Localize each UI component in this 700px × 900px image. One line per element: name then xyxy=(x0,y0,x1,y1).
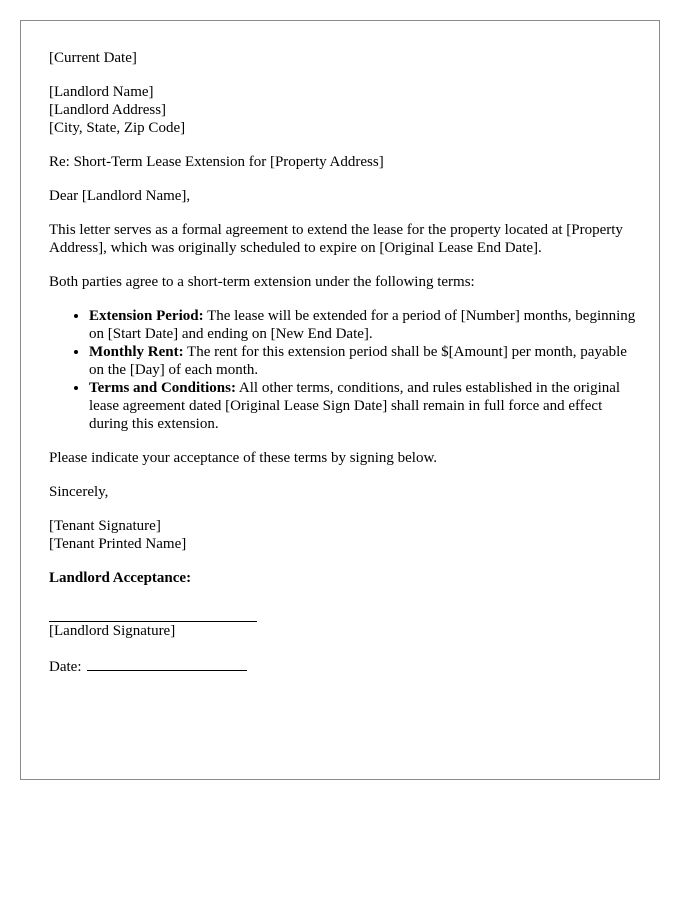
letter-date: [Current Date] xyxy=(49,50,137,66)
term-label: Terms and Conditions: xyxy=(89,380,236,396)
date-label: Date: xyxy=(49,659,82,675)
acceptance-request: Please indicate your acceptance of these terms by signing below. xyxy=(49,450,438,466)
closing: Sincerely, xyxy=(49,484,109,500)
recipient-city-state-zip: [City, State, Zip Code] xyxy=(49,120,186,136)
term-label: Extension Period: xyxy=(89,308,204,324)
landlord-acceptance-heading: Landlord Acceptance: xyxy=(49,570,192,586)
date-row xyxy=(49,656,639,676)
tenant-printed-name: [Tenant Printed Name] xyxy=(49,536,187,552)
recipient-address: [Landlord Address] xyxy=(49,102,167,118)
term-text: The lease will be extended for a period of [Number] months, beginning on [Start Date] and ending on [New End Date]. xyxy=(89,308,636,342)
term-label: Monthly Rent: xyxy=(89,344,184,360)
salutation: Dear [Landlord Name], xyxy=(49,188,191,204)
landlord-signature-label: [Landlord Signature] xyxy=(49,623,176,639)
letter-content xyxy=(49,49,639,692)
term-text: The rent for this extension period shall be $[Amount] per month, payable on the [Day] of each month. xyxy=(89,344,627,378)
subject-line: Re: Short-Term Lease Extension for [Property Address] xyxy=(49,154,384,170)
recipient-name: [Landlord Name] xyxy=(49,84,154,100)
intro-paragraph: This letter serves as a formal agreement to extend the lease for the property located at [Property Address], which was originally scheduled to expire on [Original Lease End Date]. xyxy=(49,222,623,256)
terms-list xyxy=(49,307,639,433)
landlord-signature-line[interactable] xyxy=(49,603,257,622)
date-signature-line[interactable] xyxy=(87,656,247,671)
terms-intro: Both parties agree to a short-term extension under the following terms: xyxy=(49,274,475,290)
tenant-signature-block xyxy=(49,517,639,553)
landlord-acceptance-block xyxy=(49,569,639,640)
letter-page xyxy=(20,20,660,780)
list-item xyxy=(89,307,639,343)
tenant-signature: [Tenant Signature] xyxy=(49,518,161,534)
list-item xyxy=(89,343,639,379)
list-item xyxy=(89,379,639,433)
term-text: All other terms, conditions, and rules established in the original lease agreement dated [Original Lease Sign Date] shall remain in full force and effect during this extension. xyxy=(89,380,621,432)
recipient-address-block xyxy=(49,83,639,137)
